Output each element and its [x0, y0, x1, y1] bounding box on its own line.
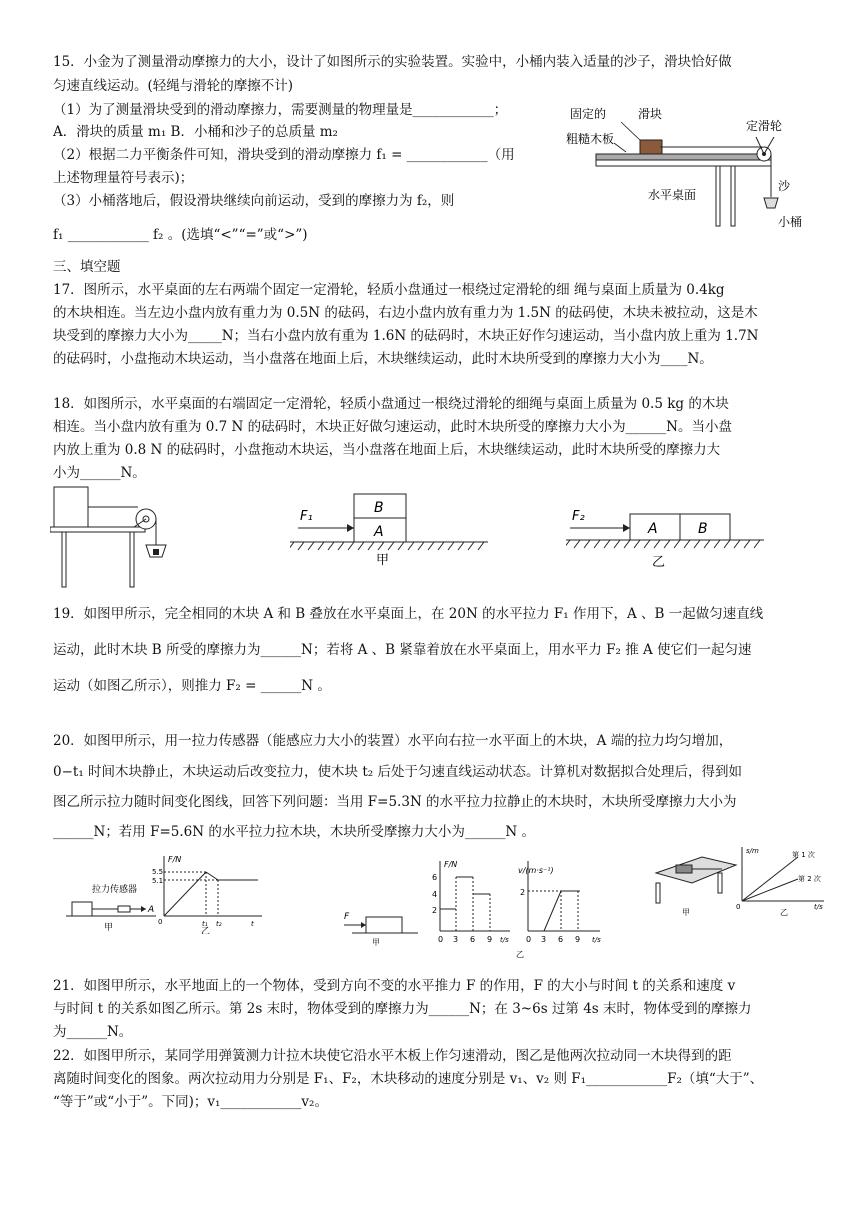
q15-line7: （3）小桶落地后，假设滑块继续向前运动，受到的摩擦力为 f₂，则	[53, 193, 455, 209]
tick-t: t	[251, 920, 254, 928]
label-jia: 甲	[376, 553, 390, 568]
label-b: B	[374, 500, 384, 516]
q19-figure-yi	[566, 502, 766, 572]
label-b2: B	[698, 521, 708, 537]
label-tunit1: t/s	[500, 936, 509, 944]
label-tunit: t/s	[814, 903, 823, 911]
label-f1: F₁	[300, 509, 313, 524]
q20-line3: 图乙所示拉力随时间变化图线，回答下列问题：当用 F=5.3N 的水平拉力拉静止的木块时，木块所受摩擦力大小为	[53, 794, 737, 810]
label-sand: 沙	[778, 179, 791, 193]
q17-line1: 17．图所示，水平桌面的左右两端个固定一定滑轮，轻质小盘通过一根绕过定滑轮的细 绳与桌面上质量为 0.4kg	[53, 282, 725, 298]
tick-51: 5.1	[152, 877, 164, 885]
q20-line1: 20．如图甲所示，用一拉力传感器（能感应力大小的装置）水平向右拉一水平面上的木块，A 端的拉力均匀增加，	[53, 733, 733, 749]
tick-v2: 2	[520, 888, 526, 897]
tick-t2: t₂	[216, 920, 222, 928]
label-a: A	[374, 524, 384, 540]
q18-line4: 小为______N。	[53, 465, 146, 481]
q20-figure	[66, 850, 266, 934]
q17-line2: 的木块相连。当左边小盘内放有重力为 0.5N 的砝码，右边小盘内放有重力为 1.5N 的砝码使，木块未被拉动，这是木	[53, 305, 758, 321]
q22-line3: “等于”或“小于”。下同)；v₁____________v₂。	[53, 1094, 328, 1110]
q20-line4: ______N；若用 F=5.6N 的水平拉力拉木块，木块所受摩擦力大小为______N 。	[53, 824, 535, 840]
label-yi: 乙	[780, 908, 788, 917]
q18-table-figure	[50, 485, 180, 590]
label-table: 水平桌面	[648, 188, 697, 202]
q15-line1: 15．小金为了测量滑动摩擦力的大小，设计了如图所示的实验装置。实验中，小桶内装入适量的沙子，滑块恰好做	[53, 54, 732, 70]
label-board: 固定的	[570, 107, 607, 121]
q22-line1: 22．如图甲所示，某同学用弹簧测力计拉木块使它沿水平木板上作匀速滑动，图乙是他两次拉动同一木块得到的距	[53, 1048, 732, 1064]
q19-figure-jia	[290, 488, 490, 568]
label-tunit2: t/s	[592, 936, 601, 944]
tick-2: 2	[432, 906, 438, 915]
q15-line6: 上述物理量符号表示)；	[53, 170, 194, 186]
label-yaxis: s/m	[746, 847, 759, 855]
label-yaxis1: F/N	[444, 860, 458, 869]
q20-line2: 0−t₁ 时间木块静止，木块运动后改变拉力，使木块 t₂ 后处于匀速直线运动状态。计算机对数据拟合处理后，得到如	[53, 764, 742, 780]
q18-line3: 内放上重为 0.8 N 的砝码时，小盘拖动木块运，当小盘落在地面上后，木块继续运动，此时木块所受的摩擦力大	[53, 442, 721, 458]
tick-6: 6	[432, 873, 438, 882]
tick-x3: 3	[453, 935, 459, 944]
label-bucket: 小桶	[778, 215, 803, 229]
label-yi: 乙	[652, 555, 666, 570]
label-sensor: 拉力传感器	[92, 885, 138, 895]
tick-vx3: 3	[541, 935, 547, 944]
label-jia: 甲	[372, 938, 380, 947]
label-f: F	[344, 912, 350, 922]
label-f2: F₂	[572, 509, 585, 524]
tick-x9: 9	[487, 935, 493, 944]
tick-4: 4	[432, 890, 438, 899]
q15-line5: （2）根据二力平衡条件可知，滑块受到的滑动摩擦力 f₁ = ____________（用	[53, 147, 515, 163]
label-first: 第 1 次	[792, 851, 815, 859]
q18-line2: 相连。当小盘内放有重为 0.7 N 的砝码时，木块正好做匀速运动，此时木块所受的摩擦力大小为______N。当小盘	[53, 419, 732, 435]
q19-line3: 运动（如图乙所示），则推力 F₂ = ______N 。	[53, 678, 331, 694]
tick-vx0: 0	[526, 935, 532, 944]
label-block: 滑块	[638, 107, 663, 121]
q15-line3: （1）为了测量滑块受到的滑动摩擦力，需要测量的物理量是____________；	[53, 102, 508, 118]
tick-55: 5.5	[152, 868, 164, 876]
q21-line2: 与时间 t 的关系如图乙所示。第 2s 末时，物体受到的摩擦力为______N；在 3~6s 过第 4s 末时，物体受到的摩擦力	[53, 1001, 752, 1017]
q15-line8: f₁ ____________ f₂ 。(选填“<”“=”或“>”)	[53, 227, 308, 243]
label-pulley: 定滑轮	[746, 119, 783, 133]
q21-line3: 为______N。	[53, 1024, 133, 1040]
q19-line2: 运动，此时木块 B 所受的摩擦力为______N；若将 A 、B 紧靠着放在水平桌面上，用水平力 F₂ 推 A 使它们一起匀速	[53, 642, 752, 658]
label-a2: A	[648, 521, 658, 537]
label-jia: 甲	[104, 923, 114, 933]
q17-line4: 的砝码时，小盘拖动木块运动，当小盘落在地面上后，木块继续运动，此时木块所受到的摩擦力大小为____N。	[53, 351, 713, 367]
q18-line1: 18．如图所示，水平桌面的右端固定一定滑轮，轻质小盘通过一根绕过滑轮的细绳与桌面上质量为 0.5 kg 的木块	[53, 396, 729, 412]
tick-vx9: 9	[575, 935, 581, 944]
label-board2: 粗糙木板	[566, 132, 615, 146]
label-second: 第 2 次	[798, 875, 821, 883]
tick-t1: t₁	[202, 920, 208, 928]
tick-x6: 6	[470, 935, 476, 944]
section-title: 三、填空题	[53, 259, 121, 275]
tick-0: 0	[736, 903, 741, 911]
tick-0: 0	[158, 918, 163, 926]
q17-line3: 块受到的摩擦力大小为_____N；当右小盘内放有重为 1.6N 的砝码时，木块正好作匀速运动，当小盘内放上重为 1.7N	[53, 328, 759, 344]
tick-x0: 0	[438, 935, 444, 944]
q15-line2: 匀速直线运动。(轻绳与滑轮的摩擦不计)	[53, 78, 294, 94]
q19-line1: 19．如图甲所示，完全相同的木块 A 和 B 叠放在水平桌面上，在 20N 的水平拉力 F₁ 作用下，A 、B 一起做匀速直线	[53, 606, 764, 622]
q15-line4: A．滑块的质量 m₁ B．小桶和沙子的总质量 m₂	[53, 124, 338, 140]
q15-figure	[566, 102, 818, 232]
tick-vx6: 6	[558, 935, 564, 944]
label-yi: 乙	[516, 950, 524, 959]
q21-line1: 21．如图甲所示，水平地面上的一个物体，受到方向不变的水平推力 F 的作用，F 的大小与时间 t 的关系和速度 v	[53, 978, 736, 994]
label-a: A	[148, 905, 155, 915]
q22-line2: 离随时间变化的图象。两次拉动用力分别是 F₁、F₂，木块移动的速度分别是 v₁、v₂ 则 F₁____________F₂（填“大于”、	[53, 1071, 764, 1087]
label-jia: 甲	[682, 908, 690, 917]
label-yaxis2: v/(m·s⁻¹)	[518, 866, 554, 875]
label-yi: 乙	[201, 927, 211, 934]
label-yaxis: F/N	[168, 855, 182, 864]
q21-figure	[340, 855, 620, 959]
q22-figure	[652, 843, 832, 933]
